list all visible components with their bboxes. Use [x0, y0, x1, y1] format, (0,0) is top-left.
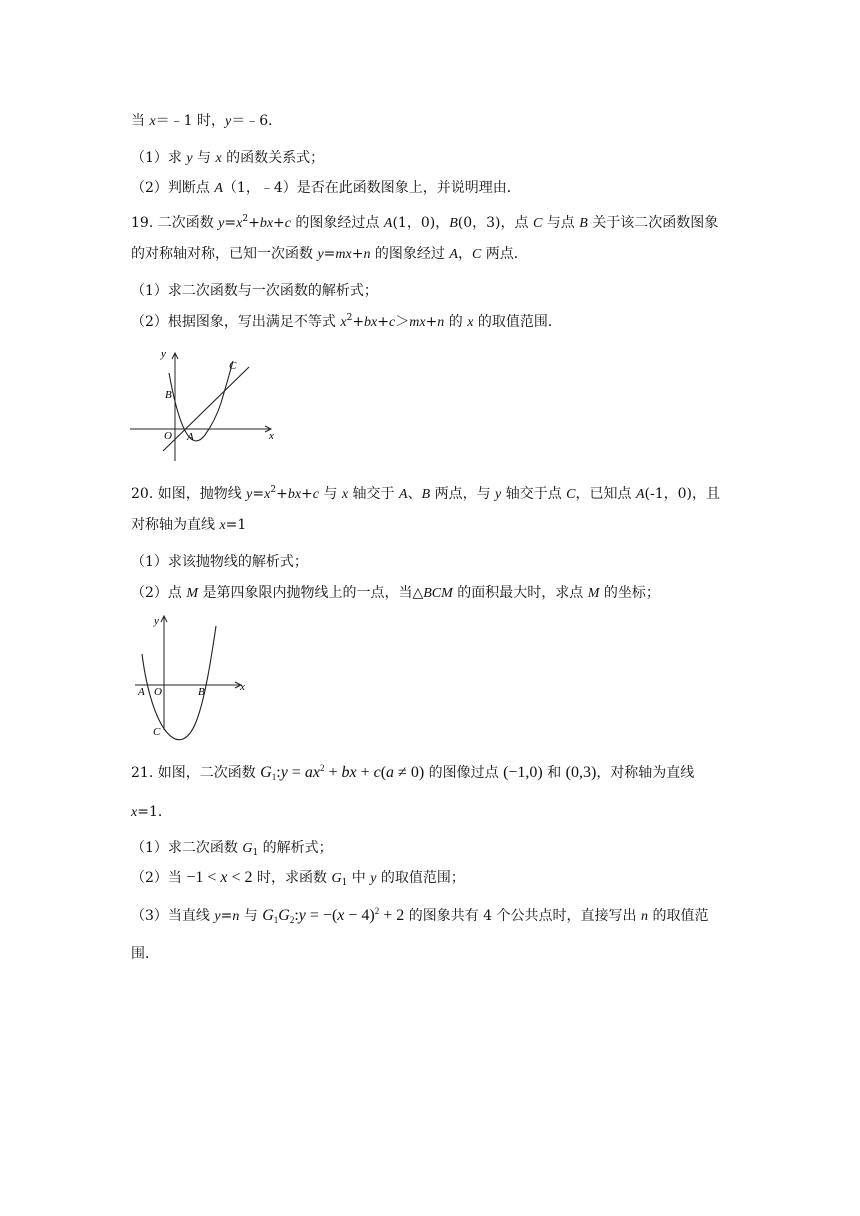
q19-line-1: 19. 二次函数 $y=x^2+bx+c$ 的图象经过点 A(1，0)，B(0，3)，点 C 与点 B 关于该二次函数图象 — [131, 214, 719, 231]
fig1-label-y: y — [161, 348, 166, 360]
fig2-label-a: A — [138, 686, 145, 698]
q20-line-4: （2）点 M 是第四象限内抛物线上的一点，当△BCM 的面积最大时，求点 M 的坐标； — [131, 585, 660, 601]
q21-line-5: （3）当直线 y=n 与 $G_1G_2:y = -(x - 4)^2 + 2$ 的图象共有 4 个公共点时，直接写出 n 的取值范 — [131, 906, 709, 925]
q19-line-3: （1）求二次函数与一次函数的解析式； — [131, 283, 378, 299]
q21-line-6: 围． — [131, 946, 159, 962]
fig2-label-o: O — [154, 686, 162, 698]
fig1-label-x: x — [269, 430, 274, 442]
fig2-label-b: B — [198, 686, 205, 698]
q21-line-2: x=1． — [131, 804, 172, 820]
fig1-label-o: O — [164, 430, 172, 442]
q21-line-4: （2）当 −1 < x < 2 时，求函数 $G_1$ 中 y 的取值范围； — [131, 869, 465, 888]
fig1-label-c: C — [229, 360, 237, 372]
q20-line-2: 对称轴为直线 x=1 — [131, 517, 247, 533]
fig2-label-x: x — [240, 681, 245, 693]
q20-line-3: （1）求该抛物线的解析式； — [131, 554, 308, 570]
q20-line-1: 20. 如图，抛物线 $y=x^2+bx+c$ 与 x 轴交于 A、B 两点，与 y 轴交于点 C，已知点 A(-1，0)，且 — [131, 485, 720, 502]
text-line-2: （1）求 y 与 x 的函数关系式； — [131, 150, 325, 166]
q19-line-2: 的对称轴对称，已知一次函数 y=mx+n 的图象经过 A，C 两点． — [131, 246, 528, 262]
text-line-1: 当 x＝﹣1 时，y＝﹣6． — [131, 113, 283, 129]
fig2-label-c: C — [153, 726, 161, 738]
figure-q20-graph — [130, 612, 255, 747]
figure-q19-graph — [125, 343, 285, 468]
q19-line-4: （2）根据图象，写出满足不等式 $x^2+bx+c>mx+n$ 的 x 的取值范围． — [131, 313, 562, 330]
text-line-3: （2）判断点 A（1，﹣4）是否在此函数图象上，并说明理由． — [131, 180, 521, 196]
q21-line-3: （1）求二次函数 $G_1$ 的解析式； — [131, 840, 333, 858]
fig1-label-a: A — [187, 431, 194, 443]
fig1-label-b: B — [165, 389, 172, 401]
q21-line-1: 21. 如图，二次函数 $G_1:y = ax^2$ + bx + c(a ≠ 0) 的图像过点 (−1,0) 和 (0,3)，对称轴为直线 — [131, 763, 695, 782]
fig2-label-y: y — [154, 615, 159, 627]
